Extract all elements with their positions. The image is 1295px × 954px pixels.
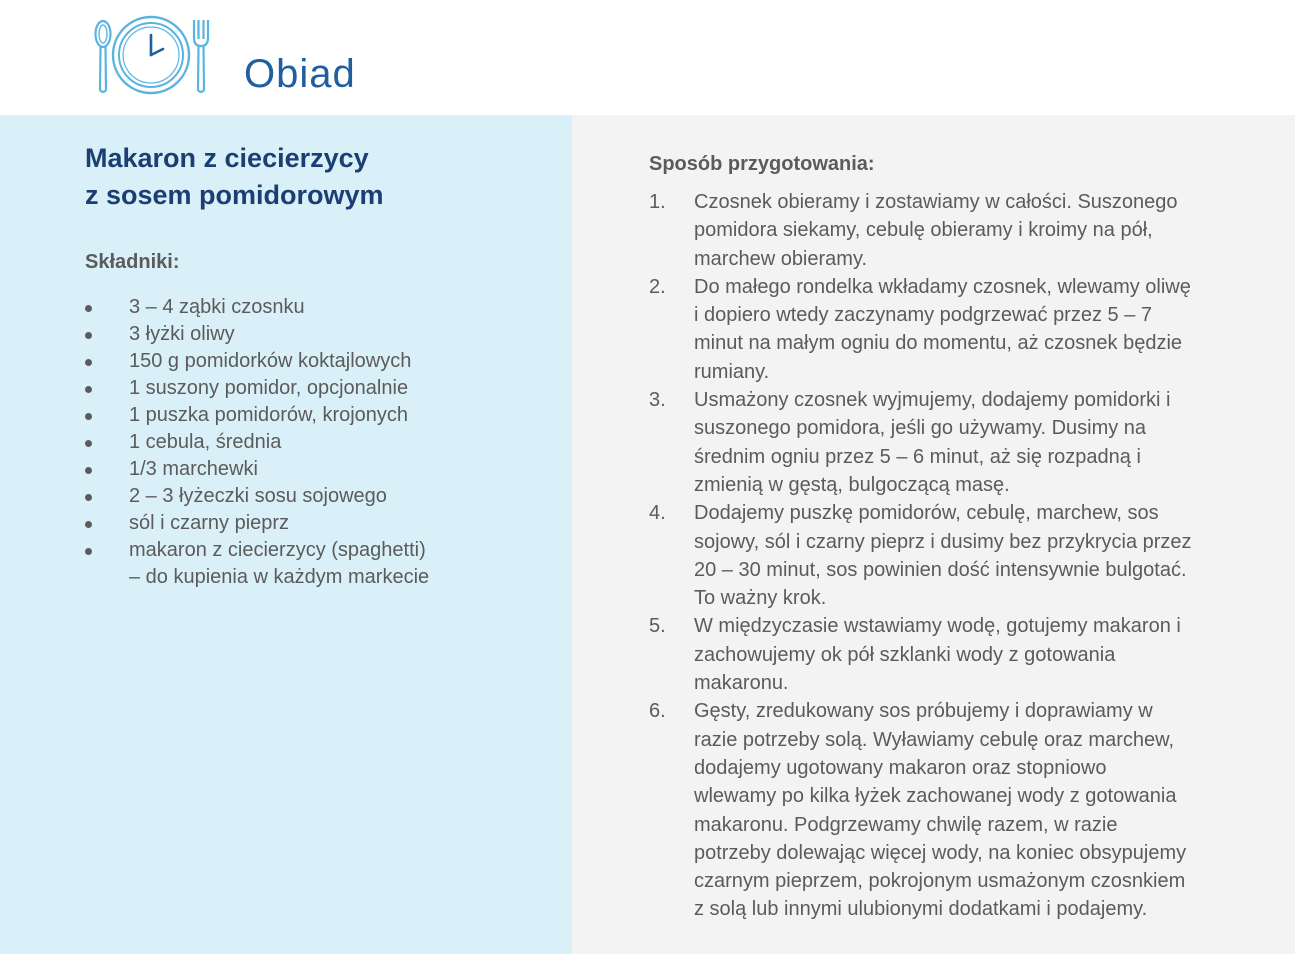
step-text: średnim ogniu przez 5 – 6 minut, aż się rozpadną i: [694, 445, 1141, 468]
step-text: To ważny krok.: [694, 587, 827, 610]
step-text: makaronu. Podgrzewamy chwilę razem, w razie: [694, 813, 1118, 836]
step-text: marchew obieramy.: [694, 247, 868, 270]
step-text: Czosnek obieramy i zostawiamy w całości. Suszonego: [694, 191, 1178, 213]
fork-icon: [194, 20, 208, 92]
step-text: zmienią w gęstą, bulgoczącą masę.: [694, 473, 1010, 496]
step-text: potrzeby dolewając więcej wody, na koniec obsypujemy: [694, 841, 1187, 864]
recipe-title-line: Makaron z ciecierzycy: [85, 143, 369, 173]
step-text: i dopiero wtedy zaczynamy podgrzewać przez 5 – 7: [694, 304, 1153, 327]
meal-type-title: Obiad: [244, 52, 356, 96]
bullet-icon: [85, 440, 92, 447]
ingredient-item: [85, 456, 555, 483]
ingredient-item: [85, 348, 555, 375]
recipe-title: [85, 140, 545, 214]
bullet-icon: [85, 548, 92, 555]
step-text: dodajemy ugotowany makaron oraz stopniowo: [694, 756, 1107, 779]
ingredient-item: [85, 537, 555, 591]
bullet-icon: [85, 305, 92, 312]
ingredient-item: [85, 483, 555, 510]
step-number: 6.: [649, 700, 666, 723]
ingredient-text: 3 łyżki oliwy: [129, 323, 235, 345]
step-number: 1.: [649, 191, 666, 213]
bullet-icon: [85, 521, 92, 528]
ingredient-text: 1 puszka pomidorów, krojonych: [129, 404, 409, 426]
step-text: W międzyczasie wstawiamy wodę, gotujemy makaron i: [694, 615, 1181, 638]
ingredient-text: 1 cebula, średnia: [129, 431, 282, 453]
preparation-step: [649, 697, 1269, 923]
ingredient-text: 150 g pomidorków koktajlowych: [129, 350, 412, 372]
step-text: makaronu.: [694, 672, 789, 695]
ingredient-item: [85, 510, 555, 537]
step-text: 20 – 30 minut, sos powinien dość intensywnie bulgotać.: [694, 558, 1187, 581]
step-number: 4.: [649, 502, 666, 525]
ingredient-item: [85, 294, 555, 321]
clock-plate-icon: [113, 17, 189, 93]
bullet-icon: [85, 494, 92, 501]
preparation-heading: Sposób przygotowania:: [649, 153, 875, 175]
spoon-icon: [96, 21, 111, 92]
preparation-step: [649, 188, 1269, 273]
recipe-title-line: z sosem pomidorowym: [85, 180, 384, 210]
step-number: 2.: [649, 275, 666, 298]
ingredient-text: 2 – 3 łyżeczki sosu sojowego: [129, 485, 387, 507]
ingredient-text: 1 suszony pomidor, opcjonalnie: [129, 377, 409, 399]
step-number: 3.: [649, 389, 666, 412]
ingredient-item: [85, 375, 555, 402]
ingredient-text: – do kupienia w każdym markecie: [129, 566, 430, 588]
ingredient-text: sól i czarny pieprz: [129, 512, 290, 534]
preparation-step: [649, 612, 1269, 697]
ingredient-item: [85, 429, 555, 456]
ingredients-list: [85, 294, 555, 591]
step-text: pomidora siekamy, cebulę obieramy i kroimy na pół,: [694, 219, 1153, 242]
step-text: Gęsty, zredukowany sos próbujemy i doprawiamy w: [694, 700, 1153, 723]
step-text: suszonego pomidora, jeśli go używamy. Dusimy na: [694, 417, 1147, 440]
bullet-icon: [85, 413, 92, 420]
ingredient-item: [85, 321, 555, 348]
bullet-icon: [85, 467, 92, 474]
step-text: z solą lub innymi ulubionymi dodatkami i podajemy.: [694, 898, 1148, 921]
step-number: 5.: [649, 615, 666, 638]
step-text: Usmażony czosnek wyjmujemy, dodajemy pomidorki i: [694, 389, 1171, 412]
step-text: Do małego rondelka wkładamy czosnek, wlewamy oliwę: [694, 275, 1191, 298]
step-text: sojowy, sól i czarny pieprz i dusimy bez przykrycia przez: [694, 530, 1192, 553]
step-text: Dodajemy puszkę pomidorów, cebulę, marchew, sos: [694, 502, 1159, 525]
preparation-step: [649, 499, 1269, 612]
meal-logo: [90, 14, 220, 98]
step-text: czarnym pieprzem, pokrojonym usmażonym czosnkiem: [694, 870, 1186, 893]
page-header: [0, 0, 1295, 115]
step-text: wlewamy po kilka łyżek zachowanej wody z gotowania: [694, 785, 1177, 808]
ingredient-item: [85, 402, 555, 429]
bullet-icon: [85, 359, 92, 366]
step-text: razie potrzeby solą. Wyławiamy cebulę oraz marchew,: [694, 728, 1175, 751]
ingredient-text: 3 – 4 ząbki czosnku: [129, 296, 305, 318]
step-text: zachowujemy ok pół szklanki wody z gotowania: [694, 643, 1116, 666]
ingredient-text: 1/3 marchewki: [129, 458, 258, 480]
preparation-steps-list: [649, 188, 1269, 924]
preparation-step: [649, 273, 1269, 386]
ingredients-heading: Składniki:: [85, 251, 180, 273]
bullet-icon: [85, 332, 92, 339]
step-text: rumiany.: [694, 360, 770, 383]
ingredient-text: makaron z ciecierzycy (spaghetti): [129, 539, 426, 561]
preparation-step: [649, 386, 1269, 499]
step-text: minut na małym ogniu do momentu, aż czosnek będzie: [694, 332, 1183, 355]
bullet-icon: [85, 386, 92, 393]
